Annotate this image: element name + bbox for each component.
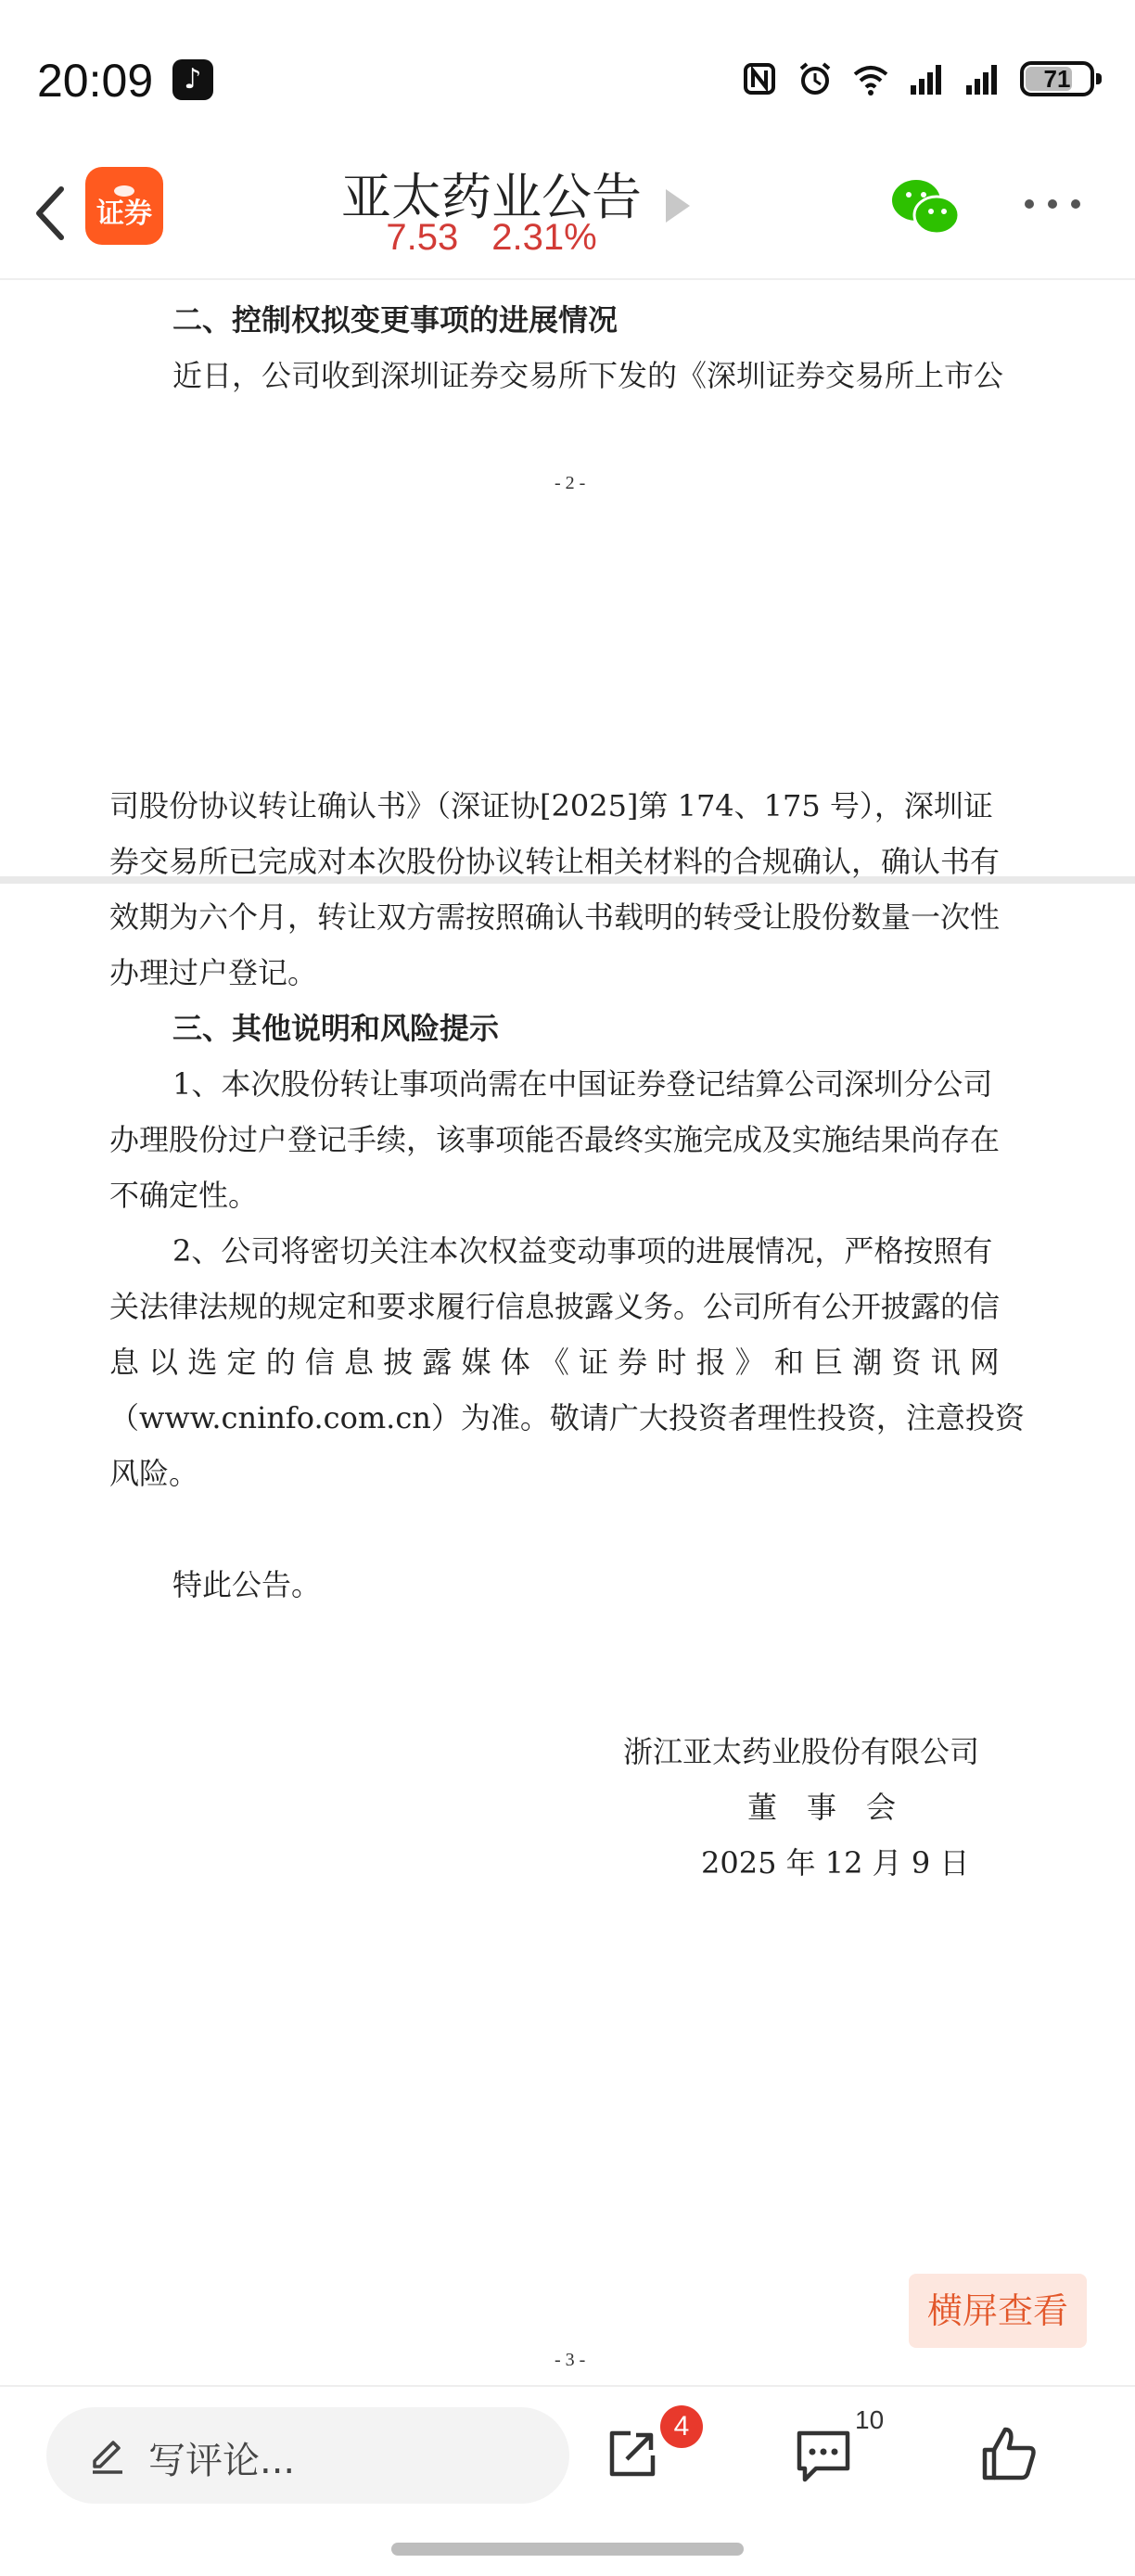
comment-input[interactable] [46,2407,569,2504]
status-time: 20:09 [37,55,154,107]
paragraph-line: 办理过户登记。 [109,955,318,990]
page-title: 亚太药业公告 [341,168,642,226]
page-number: - 3 - [555,2350,586,2370]
paragraph-line: 关法律法规的规定和要求履行信息披露义务。公司所有公开披露的信 [109,1289,1001,1324]
paragraph-line: （www.cninfo.com.cn）为准。敬请广大投资者理性投资，注意投资 [109,1400,1025,1435]
signature-company: 浙江亚太药业股份有限公司 [623,1734,980,1769]
closing-text: 特此公告。 [172,1567,322,1602]
app-header [0,158,1135,280]
wifi-icon [853,61,888,96]
paragraph-line: 效期为六个月，转让双方需按照确认书载明的转受让股份数量一次性 [109,899,1001,935]
paragraph-line: 券交易所已完成对本次股份协议转让相关材料的合规确认，确认书有 [109,844,1001,879]
douyin-icon: ♪ [172,59,213,100]
signal-icon [909,61,944,96]
comment-icon[interactable] [794,2426,853,2485]
more-options-icon[interactable] [1020,195,1085,213]
wechat-icon[interactable] [888,174,963,239]
signature-date: 2025 年 12 月 9 日 [701,1845,970,1881]
play-arrow-icon[interactable] [666,189,690,223]
battery-icon [1020,61,1094,96]
section-heading-3: 三、其他说明和风险提示 [172,1011,500,1046]
nfc-icon [742,61,777,96]
paragraph-line: 不确定性。 [109,1178,259,1213]
status-icons [742,61,1094,96]
status-bar [0,0,1135,158]
pencil-icon [87,2435,128,2476]
app-logo-label: 证券 [96,198,152,230]
home-indicator[interactable] [391,2543,744,2556]
paragraph-line: 办理股份过户登记手续，该事项能否最终实施完成及实施结果尚存在 [109,1122,1001,1157]
comment-placeholder: 写评论... [148,2440,296,2482]
signature-board: 董 事 会 [747,1790,897,1825]
page-number: - 2 - [555,473,586,493]
paragraph-line: 1、本次股份转让事项尚需在中国证券登记结算公司深圳分公司 [172,1066,993,1102]
alarm-icon [797,61,833,96]
paragraph-line: 近日，公司收到深圳证券交易所下发的《深圳证券交易所上市公 [172,358,1004,393]
share-badge: 4 [660,2405,703,2448]
stock-change: 2.31% [491,217,597,258]
landscape-view-button[interactable]: 横屏查看 [909,2274,1087,2348]
comment-count: 10 [855,2405,885,2434]
paragraph-line: 息 以 选 定 的 信 息 披 露 媒 体 《 证 券 时 报 》 和 巨 潮 资 讯 网 [109,1345,1000,1380]
thumbs-up-icon[interactable] [979,2424,1039,2483]
stock-price: 7.53 [386,217,459,258]
paragraph-line: 2、公司将密切关注本次权益变动事项的进展情况，严格按照有 [172,1233,993,1269]
bottom-action-bar [0,2385,1135,2576]
paragraph-line: 司股份协议转让确认书》（深证协[2025]第 174、175 号），深圳证 [109,788,993,823]
signal-icon [964,61,1000,96]
paragraph-line: 风险。 [109,1456,199,1491]
battery-level: 71 [1043,65,1071,93]
stock-quote [0,217,983,259]
section-heading-2: 二、控制权拟变更事项的进展情况 [172,302,619,338]
share-icon[interactable] [603,2424,662,2483]
